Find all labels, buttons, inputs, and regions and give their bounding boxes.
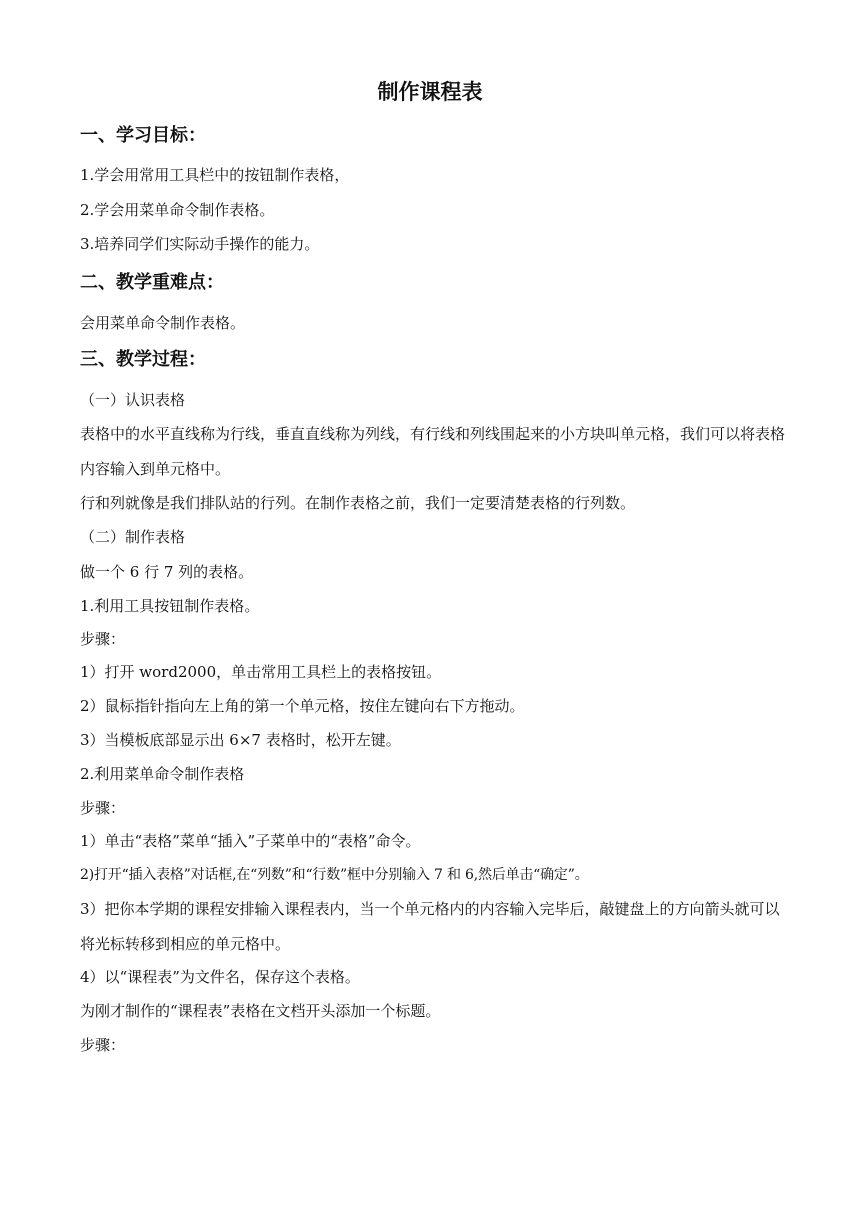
paragraph-rows-columns: 行和列就像是我们排队站的行列。在制作表格之前，我们一定要清楚表格的行列数。 (80, 494, 636, 512)
steps-label-2: 步骤： (80, 799, 126, 817)
method-2-step-2: 2)打开“插入表格”对话框,在“列数”和“行数”框中分别输入 7 和 6,然后单击“确定”。 (80, 867, 589, 883)
task-text: 做一个 6 行 7 列的表格。 (80, 563, 254, 581)
section-heading-process: 三、教学过程： (80, 349, 206, 370)
key-points-text: 会用菜单命令制作表格。 (80, 314, 246, 332)
method-2-step-3: 3）把你本学期的课程安排输入课程表内，当一个单元格内的内容输入完毕后，敲键盘上的方向箭头就可以将光标转移到相应的单元格中。 (80, 900, 780, 953)
subsection-title-1: （一）认识表格 (80, 391, 186, 409)
subsection-title-2: （二）制作表格 (80, 528, 186, 546)
goal-item-2: 2.学会用菜单命令制作表格。 (80, 201, 275, 219)
method-1-step-1: 1）打开 word2000，单击常用工具栏上的表格按钮。 (80, 663, 442, 681)
method-2-step-1: 1）单击“表格”菜单“插入”子菜单中的“表格”命令。 (80, 832, 421, 850)
steps-label-1: 步骤： (80, 630, 126, 648)
extra-task-text: 为刚才制作的“课程表”表格在文档开头添加一个标题。 (80, 1002, 441, 1020)
document-title: 制作课程表 (377, 80, 483, 104)
goal-item-1: 1.学会用常用工具栏中的按钮制作表格， (80, 166, 350, 184)
method-1-step-3: 3）当模板底部显示出 6×7 表格时，松开左键。 (80, 731, 401, 749)
section-heading-key-points: 二、教学重难点： (80, 272, 224, 293)
method-1-step-2: 2）鼠标指针指向左上角的第一个单元格，按住左键向右下方拖动。 (80, 697, 525, 715)
method-2-title: 2.利用菜单命令制作表格 (80, 765, 245, 783)
goal-item-3: 3.培养同学们实际动手操作的能力。 (80, 235, 320, 253)
steps-label-3: 步骤： (80, 1036, 126, 1054)
paragraph-table-intro: 表格中的水平直线称为行线，垂直直线称为列线，有行线和列线围起来的小方块叫单元格，我们可以将表格内容输入到单元格中。 (80, 425, 786, 478)
method-2-step-4: 4）以“课程表”为文件名，保存这个表格。 (80, 968, 360, 986)
section-heading-goals: 一、学习目标： (80, 125, 206, 146)
method-1-title: 1.利用工具按钮制作表格。 (80, 597, 260, 615)
